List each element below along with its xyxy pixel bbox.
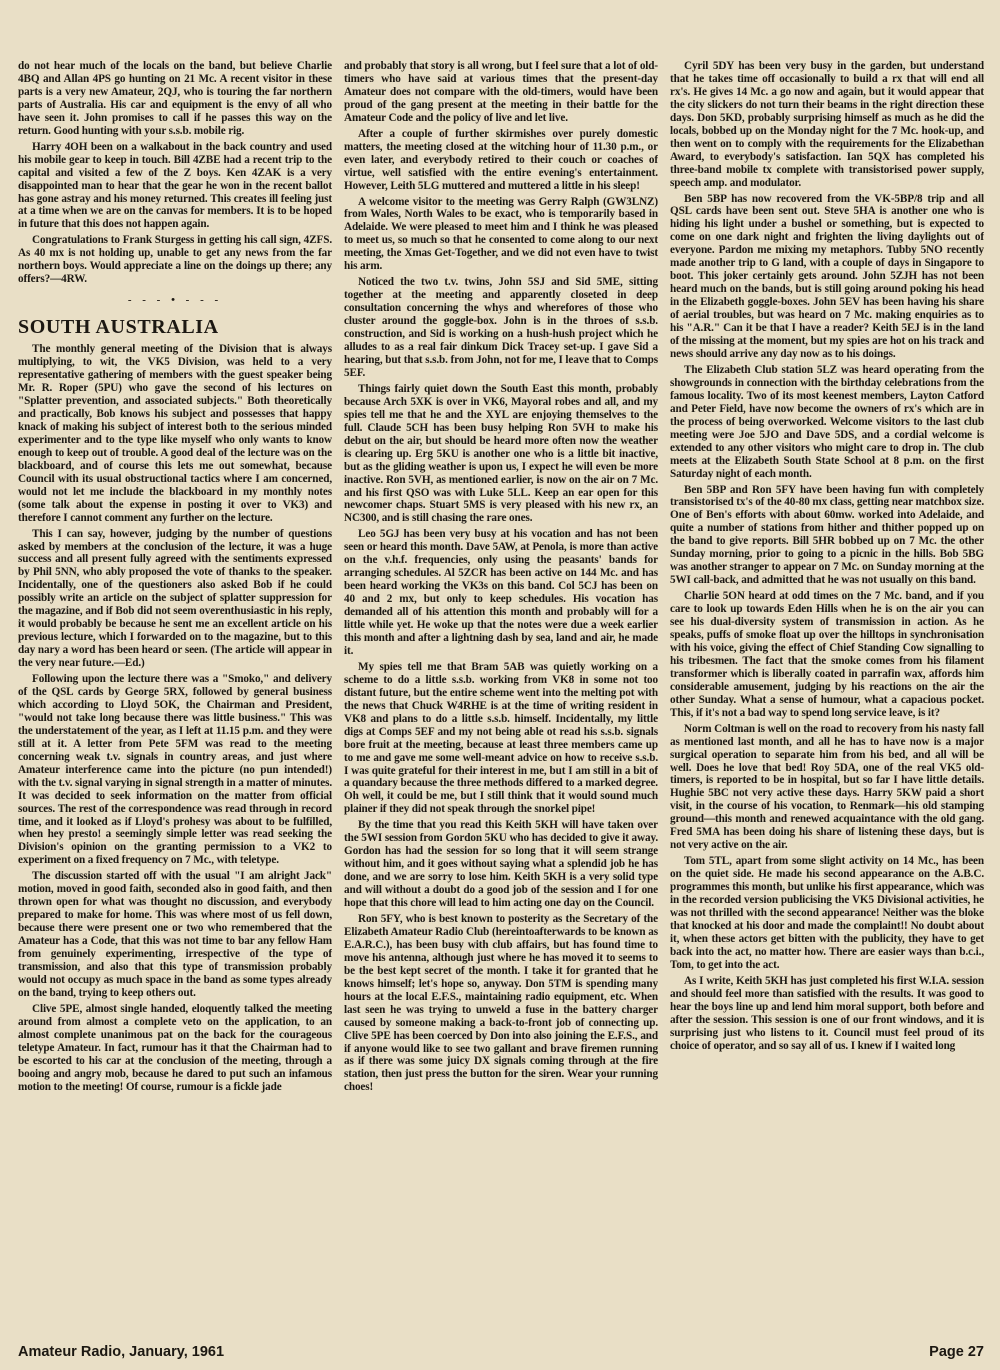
section-separator: - - - • - - - xyxy=(127,294,223,307)
column-left xyxy=(18,60,332,1332)
article-paragraph: Cyril 5DY has been very busy in the garden, but understand that he takes time off occasionally to build a rx that will end all rx's. He gives 14 Mc. a go now and again, but it would appear that the city slickers do not turn their beams in the right direction these days. Don 5KD, probably surprising himself as much as he did the locals, bobbed up on the Monday night for the 7 Mc. hook-up, and then went on to comply with the requirements for the Elizabethan Award, to everybody's satisfaction. Ian 5QX has completed his three-band mobile tx complete with transistorised power supply, speech amp. and modulator. xyxy=(670,60,984,189)
article-paragraph: Noticed the two t.v. twins, John 5SJ and Sid 5ME, sitting together at the meeting and apparently closeted in deep consultation concerning the whys and wherefores of those who cluster around the goggle-box. John is in the throes of s.s.b. construction, and Sid is working on a hush-hush project which he alludes to as a real fair dinkum Dick Tracey set-up. I gave Sid a hearing, but that s.s.b. from John, not for me, I leave that to Comps 5EF. xyxy=(344,276,658,379)
article-paragraph: Tom 5TL, apart from some slight activity on 14 Mc., has been on the quiet side. He made his second appearance on the A.B.C. programmes this month, but unlike his first appearance, which was in the recorded version publicising the VK5 Divisional activities, he was not thrilled with the second appearance! Neither was the bloke that knocked at his door and made the complaint!! No doubt about it, when these actors get bitten with the publicity, they have to get back into the act, no matter how. There are easier ways than b.c.i., Tom, to get into the act. xyxy=(670,855,984,971)
page-footer xyxy=(18,1336,984,1360)
article-paragraph: Ben 5BP and Ron 5FY have been having fun with completely transistorised tx's of the 40-80 mx class, getting near matchbox size. One of Ben's efforts with about 60mw. worked into Adelaide, and quite a number of stations from hither and thither popped up on the band to give reports. Bill 5HR bobbed up on 7 Mc. the other Sunday morning, prior to going to a picnic in the hills. Bob 5BG was another stranger to appear on 7 Mc. on Sunday morning at the 5WI call-back, and admitted that he was not usually on this band. xyxy=(670,483,984,587)
article-paragraph: After a couple of further skirmishes over purely domestic matters, the meeting closed at the witching hour of 11.30 p.m., or even later, and everybody retired to their couch or coaches of virtue, well satisfied with the entire evening's entertainment. However, Leith 5LG muttered and muttered a little in his sleep! xyxy=(344,127,658,192)
article-paragraph: As I write, Keith 5KH has just completed his first W.I.A. session and should feel more than satisfied with the results. It was good to hear the boys line up and lend him moral support, both before and after the session. This session is one of our front windows, and it is surprising just who listens to it. Council must feel proud of its choice of operator, and so say all of us. I knew if I waited long xyxy=(670,974,984,1052)
article-paragraph: A welcome visitor to the meeting was Gerry Ralph (GW3LNZ) from Wales, North Wales to be exact, who is temporarily based in Adelaide. We were pleased to meet him and I think he was pleased to meet us, so much so that he consented to come along to our next meeting, the Xmas Get-Together, and we did not even have to twist his arm. xyxy=(344,195,658,273)
article-paragraph: Ron 5FY, who is best known to posterity as the Secretary of the Elizabeth Amateur Radio Club (hereintoafterwards to be known as E.A.R.C.), has been busy with club affairs, but has found time to move his antenna, although just where he has moved it to seems to be the best kept secret of the month. I take it for granted that he knows himself; let's hope so, anyway. Don 5TM is spending many hours at the local E.F.S., maintaining radio equipment, etc. When last seen he was trying to unweld a fuse in the battery charger caused by someone making a back-to-front job of connecting up. Clive 5PE has been coerced by Don into also joining the E.F.S., and if anyone would like to see two gallant and brave firemen running as if there was some juicy DX signals coming through at the fire station, then just press the button for the siren. Wear your running choes! xyxy=(344,913,658,1094)
article-paragraph: Harry 4OH been on a walkabout in the back country and used his mobile gear to keep in touch. Bill 4ZBE had a recent trip to the capital and visited a few of the Z boys. Ken 4ZAK is a very disappointed man to hear that the gear he won in the recent ballot has gone astray and his money returned. This creates ill feeling just at a time when we are on the canvas for members. It is to be hoped in future that this does not happen again. xyxy=(18,140,332,231)
article-paragraph: Norm Coltman is well on the road to recovery from his nasty fall as mentioned last month, and all he has to have now is a major surgical operation to separate him from his bed, and all will be well. Does he love that bed! Roy 5DA, one of the real VK5 old-timers, is reported to be in hospital, but so far I have little details. Hughie 5BC not very active these days. Harry 5KW paid a short visit, in the course of his vocation, to Renmark—his old stamping ground—this month and renewed acquaintance with the old gang. Fred 5MA has been doing his share of listening these days, but is not very active on the air. xyxy=(670,722,984,852)
article-paragraph: do not hear much of the locals on the band, but believe Charlie 4BQ and Allan 4PS go hunting on 21 Mc. A recent visitor in these parts is a very new Amateur, 2QJ, who is touring the far northern parts of Australia. His car and equipment is the envy of all who have seen it. John promises to call if he passes this way on the return. Good hunting with your s.s.b. mobile rig. xyxy=(18,60,332,137)
page-number: Page 27 xyxy=(929,1344,984,1360)
article-paragraph: Following upon the lecture there was a "Smoko," and delivery of the QSL cards by George 5RX, followed by general business which according to Lloyd 5OK, the Chairman and President, "would not take long because there was little business." This was the understatement of the year, as I left at 11.15 p.m. and they were still at it. A letter from Pete 5FM was read to the meeting concerning weak t.v. signals in country areas, and just where Amateur interference came into the picture (no pun intended!) with the t.v. signal varying in signal strength in a matter of minutes. It was decided to seek information on the matter from official sources. The rest of the correspondence was read through in record time, and it looked as if Lloyd's prohesy was about to be fulfilled, when hey presto! a seemingly simple letter was read seeking the Division's opinion on the granting permission to a VK2 to experiment on a fixed frequency on 7 Mc., with teletype. xyxy=(18,673,332,867)
article-paragraph: Congratulations to Frank Sturgess in getting his call sign, 4ZFS. As 40 mx is not holding up, unable to get any news from the far northern boys. Would appreciate a line on the doings up there; any offers?—4RW. xyxy=(18,234,332,286)
article-paragraph: Clive 5PE, almost single handed, eloquently talked the meeting around from almost a complete veto on the application, to an almost complete unanimous pat on the back for the courageous teletype Amateur. In fact, rumour has it that the Chairman had to be escorted to his car at the conclusion of the meeting, through a booing and angry mob, because he dared to put such an infamous motion to the meeting! Of course, rumour is a fickle jade xyxy=(18,1002,332,1093)
article-paragraph: The Elizabeth Club station 5LZ was heard operating from the showgrounds in connection with the birthday celebrations from the famous locality. Two of its most keenest members, Layton Catford and Peter Field, have now become the owners of rx's which are in the process of being overworked. Welcome visitors to the last club meeting were Joe 5JO and Dave 5DS, and a cordial welcome is extended to any other visitors who might care to drop in. The club meets at the Elizabeth South State School at 8 p.m. on the first Saturday night of each month. xyxy=(670,363,984,480)
publication-line: Amateur Radio, January, 1961 xyxy=(18,1344,225,1360)
article-paragraph: My spies tell me that Bram 5AB was quietly working on a scheme to do a little s.s.b. working from VK8 in some not too distant future, but the entire scheme went into the melting pot with the news that Chuck W4RHE is at the time of writing resident in VK8 and plans to do a little s.s.b. himself. Incidentally, my little digs at Comps 5EF and my not being able ot read his s.s.b. signals bore fruit at the meeting, because at least three members came up to me and gave me some well-meant advice on how to receive s.s.b. I was quite grateful for their interest in me, but I am still in a bit of a quandary because the three methods differed to a marked degree. Oh well, it could be me, but I still think that it would sound much plainer if they did not speak through the snorkel pipe! xyxy=(344,660,658,816)
article-paragraph: By the time that you read this Keith 5KH will have taken over the 5WI session from Gordon 5KU who has decided to give it away. Gordon has had the session for so long that it will seem strange without him, and it goes without saying what a splendid job he has done, and we are sorry to lose him. Keith 5KH is a very solid type and will without a doubt do a good job of the session and I for one hope that this chore will lead to him acting one day on the Council. xyxy=(344,819,658,910)
section-heading: SOUTH AUSTRALIA xyxy=(18,316,219,339)
article-paragraph: The monthly general meeting of the Division that is always multiplying, to wit, the VK5 Division, was held to a very representative gathering of members with the guest speaker being Mr. R. Roper (5PU) who gave the second of his lectures on "Splatter prevention, and associated subjects." Both theoretically and practically, Bob knows his subject and possesses that happy knack of making his subject of interest both to the serious minded experimenter and to the type like myself who only wants to know enough to keep out of trouble. A good deal of the lecture was on the blackboard, and of course this lets me out somewhat, because Council with its usual obstructional tactics where I am concerned, would not let me include the blackboard in my monthly notes (some talk about the expense in posting it over to VK3) and therefore I cannot comment any further on the lecture. xyxy=(18,343,332,524)
text-columns xyxy=(18,60,984,1332)
column-right xyxy=(670,60,984,1332)
article-paragraph: This I can say, however, judging by the number of questions asked by members at the conclusion of the lecture, it was a huge success and all present fully agreed with the sentiments expressed by Phil 5NN, who ably proposed the vote of thanks to the speaker. Incidentally, one of the questioners also asked Bob if he could possibly write an article on the subject of splatter suppression for the magazine, and if Bob did not seem overenthusiastic in his reply, it would probably be because he sent me an excellent article on his previous lecture, which I forwarded on to the magazine, but to this day nary a word has been heard or seen. (The article will appear in the very near future.—Ed.) xyxy=(18,527,332,670)
article-paragraph: Things fairly quiet down the South East this month, probably because Arch 5XK is over in VK6, Mayoral robes and all, and my spies tell me that he and the XYL are enjoying themselves to the full. Claude 5CH has been busy helping Ron 5VH to make his debut on the air, but should be heard more often now the weather is clearing up. Erg 5KU is another one who is a little bit inactive, but as the gliding weather is upon us, I expect he will even be more inactive. Ron 5VH, as mentioned earlier, is now on the air on 7 Mc. and his first QSO was with Luke 5LL. Keep an ear open for this newcomer chaps. Stuart 5MS is very pleased with his new rx, an NC300, and is still chasing the rare ones. xyxy=(344,382,658,525)
article-paragraph: Charlie 5ON heard at odd times on the 7 Mc. band, and if you care to look up towards Eden Hills when he is on the air you can see his dual-diversity system of transmission in action. As he speaks, puffs of smoke float up over the hilltops in synchronisation with his voice, giving the effect of Chief Standing Cow signalling to his tribesmen. The fact that the smoke comes from his filament transformer which is liberally coated in parrafin wax, affords him considerable amusement, judging by his reactions on the air the other Sunday. What a sense of humour, what a capacious pocket. This, if it's not a bad way to spend long service leave, is it? xyxy=(670,590,984,719)
article-paragraph: Ben 5BP has now recovered from the VK-5BP/8 trip and all QSL cards have been sent out. Steve 5HA is another one who is hiding his light under a bushel or something, but is expected to come on one dark night and frighten the living daylights out of everyone. Pardon me mixing my metaphors. Tubby 5NO recently made another trip to G land, with a couple of days in Singapore to boot. This joker certainly gets around. John 5ZJH has not been heard much on the bands, but is still going around poking his head in the Elizabeth goggle-boxes. John 5EV has been having his share of aerial troubles, but was heard on 7 Mc. making enquiries as to his "A.R." Can it be that I have a reader? Keith 5EJ is in the land of the missing at the moment, but my spies are hot on his track and news should arrive any day now as to his doings. xyxy=(670,192,984,360)
article-paragraph: The discussion started off with the usual "I am alright Jack" motion, moved in good faith, seconded also in good faith, and then thrown open for what was thought no discussion, and everybody prepared to make for home. This was where most of us fell down, because there were present one or two who remembered that the Amateur has a Code, that this was not time to bar any fellow Ham from genuinely experimenting, irrespective of the type of transmission, and also that this type of transmission probably would not occupy as much space in the band as some types already on the band, trying to keep others out. xyxy=(18,870,332,999)
article-paragraph: Leo 5GJ has been very busy at his vocation and has not been seen or heard this month. Dave 5AW, at Penola, is more than active on the v.h.f. frequencies, only using the peasants' bands for arranging schedules. Al 5ZCR has been active on 144 Mc. and has been heard working the VK3s on this band. Col 5CJ has been on 40 and 2 mx, but only to keep schedules. His vocation has demanded all of his attention this month and probably will for a little while yet. He woke up that the notes were due a week earlier this month and after a lightning dash by sea, land and air, he made it. xyxy=(344,528,658,657)
column-middle xyxy=(344,60,658,1332)
article-paragraph: and probably that story is all wrong, but I feel sure that a lot of old-timers who have said at various times that the present-day Amateur does not compare with the old-timers, would have been proud of the gang present at the meeting in their battle for the Amateur Code and the policy of live and let live. xyxy=(344,60,658,124)
